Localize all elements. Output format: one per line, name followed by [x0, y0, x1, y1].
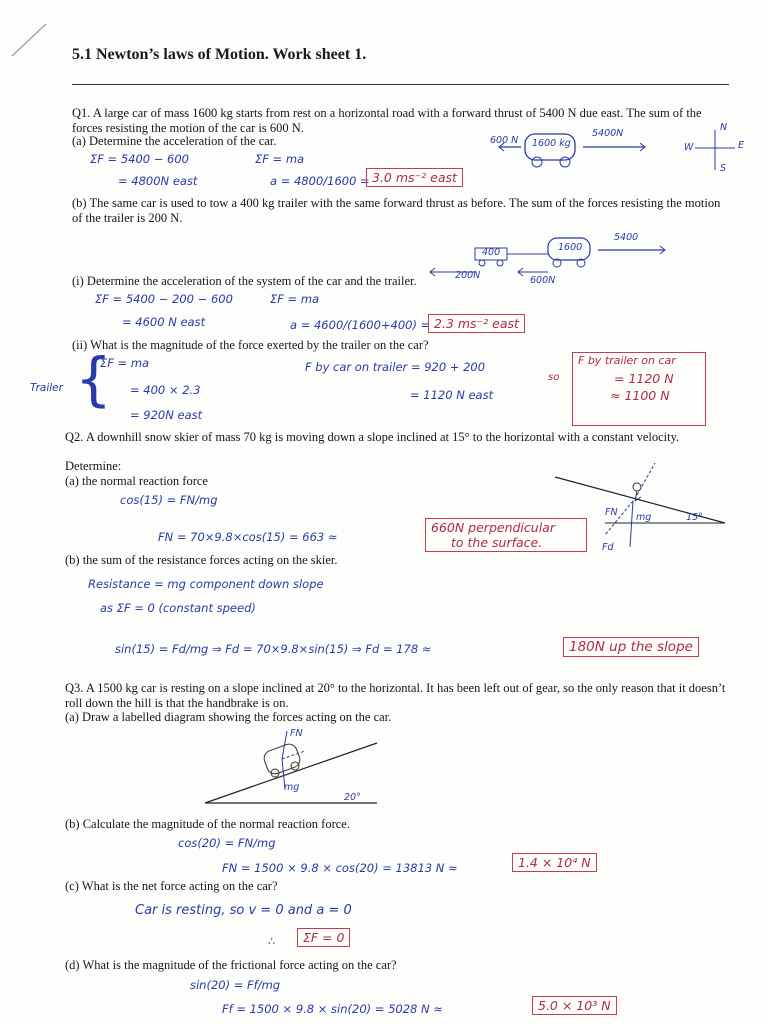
q1b-prompt: (b) The same car is used to tow a 400 kg trailer with the same forward thrust as before. The sum of the forces resisting the motion of the trailer is 200 N. — [72, 196, 721, 225]
q3b-work2: FN = 1500 × 9.8 × cos(20) = 13813 N ≈ — [222, 861, 458, 875]
compass-e: E — [738, 140, 745, 151]
q1-intro: Q1. A large car of mass 1600 kg starts from rest on a horizontal road with a forward thrust of 5400 N due east. The sum of the forces resisting the motion of the car is 600 N. — [72, 106, 702, 135]
page-title: 5.1 Newton’s laws of Motion. Work sheet 1. — [72, 46, 367, 63]
q1bii-box-line1: F by trailer on car — [578, 354, 676, 367]
q3c-prompt: (c) What is the net force acting on the car? — [65, 879, 278, 893]
q3c-therefore: ∴ — [268, 934, 276, 948]
q3d-work2: Ff = 1500 × 9.8 × sin(20) = 5028 N ≈ — [222, 1002, 443, 1016]
q1bi-answer-box: 2.3 ms⁻² east — [428, 314, 525, 333]
q1bii-mid2: = 1120 N east — [410, 388, 494, 402]
q3c-work: Car is resting, so v = 0 and a = 0 — [135, 903, 352, 918]
q2a-work1: cos(15) = FN/mg — [120, 493, 218, 507]
q3-diag-angle: 20° — [344, 792, 361, 803]
q3d-work1: sin(20) = Ff/mg — [190, 978, 281, 992]
q1-diag-car: 1600 kg — [532, 138, 571, 149]
q3d-answer-box: 5.0 × 10³ N — [532, 996, 617, 1015]
q1a-prompt: (a) Determine the acceleration of the car. — [72, 134, 277, 148]
q1-trailer-diagram — [430, 230, 690, 290]
q1b-diag-trailer: 400 — [482, 247, 501, 258]
q1a-answer-box: 3.0 ms⁻² east — [366, 168, 463, 187]
q3-diag-fn: FN — [290, 728, 303, 739]
q3-diag-mg: mg — [284, 782, 300, 793]
q1-diag-resist: 600 N — [490, 135, 519, 146]
q1bii-l2: = 400 × 2.3 — [130, 383, 201, 397]
q3c-answer-box: ΣF = 0 — [297, 928, 350, 947]
q2-intro: Q2. A downhill snow skier of mass 70 kg is moving down a slope inclined at 15° to the horizontal with a constant velocity. — [65, 430, 680, 444]
q1a-work-l2: = 4800N east — [118, 174, 198, 188]
pencil-mark — [10, 20, 50, 60]
q2-diag-angle: 15° — [686, 512, 703, 523]
q1a-work-r2: a = 4800/1600 = — [270, 174, 370, 188]
q1bii-so: so — [548, 372, 560, 383]
q1bii-box-line3: ≈ 1100 N — [610, 388, 670, 403]
q1bii-l1: ΣF = ma — [100, 356, 150, 370]
q3d-prompt: (d) What is the magnitude of the frictional force acting on the car? — [65, 958, 397, 972]
q3b-work1: cos(20) = FN/mg — [178, 836, 276, 850]
q2-diag-mg: mg — [636, 512, 652, 523]
q1b-diag-trailer-resist: 200N — [455, 270, 481, 281]
q1bi-work-r2: a = 4600/(1600+400) = — [290, 318, 431, 332]
compass-w: W — [684, 142, 694, 153]
q1bii-prompt: (ii) What is the magnitude of the force exerted by the trailer on the car? — [72, 338, 429, 352]
title-rule — [72, 84, 729, 85]
q2a-work2: FN = 70×9.8×cos(15) = 663 ≈ — [158, 530, 338, 544]
q1bi-work-l2: = 4600 N east — [122, 315, 206, 329]
compass-n: N — [720, 122, 728, 133]
q1bi-work-r1: ΣF = ma — [270, 292, 320, 306]
q1b-diag-car-resist: 600N — [530, 275, 556, 286]
q1bi-prompt: (i) Determine the acceleration of the system of the car and the trailer. — [72, 274, 417, 288]
q1bii-l3: = 920N east — [130, 408, 203, 422]
q2b-work2: as ΣF = 0 (constant speed) — [100, 601, 256, 615]
q1bi-work-l1: ΣF = 5400 − 200 − 600 — [95, 292, 233, 306]
q2a-answer-line1: 660N perpendicular — [431, 520, 555, 535]
q1bii-box-line2: = 1120 N — [614, 371, 674, 386]
q1b-diag-thrust: 5400 — [614, 232, 639, 243]
q1b-diag-car: 1600 — [558, 242, 583, 253]
q3b-answer-box: 1.4 × 10⁴ N — [512, 853, 597, 872]
q1bii-mid1: F by car on trailer = 920 + 200 — [305, 360, 486, 374]
q1bii-brace: { — [75, 345, 112, 413]
q2b-work3: sin(15) = Fd/mg ⇒ Fd = 70×9.8×sin(15) ⇒ Fd = 178 ≈ — [115, 642, 432, 656]
q2-diag-fd: Fd — [602, 542, 614, 553]
q3a-prompt: (a) Draw a labelled diagram showing the forces acting on the car. — [65, 710, 392, 724]
q2a-prompt: (a) the normal reaction force — [65, 474, 208, 488]
compass-s: S — [720, 163, 727, 174]
q3b-prompt: (b) Calculate the magnitude of the normal reaction force. — [65, 817, 350, 831]
q2b-prompt: (b) the sum of the resistance forces acting on the skier. — [65, 553, 338, 567]
q2a-answer-line2: to the surface. — [451, 535, 543, 550]
q2-diag-fn: FN — [605, 507, 618, 518]
q1a-work-r1: ΣF = ma — [255, 152, 305, 166]
q1bii-answer-box — [572, 352, 706, 426]
q1bii-trailer-label: Trailer — [30, 382, 63, 394]
q3-intro: Q3. A 1500 kg car is resting on a slope inclined at 20° to the horizontal. It has been left out of gear, so the only reason that it doesn’t roll down the hill is that the handbrake is on. — [65, 681, 726, 710]
q2b-answer-box: 180N up the slope — [563, 637, 699, 657]
q2b-work1: Resistance = mg component down slope — [88, 577, 324, 591]
q2-skier-diagram — [555, 455, 735, 555]
q2-determine: Determine: — [65, 459, 122, 473]
q1-diag-thrust: 5400N — [592, 128, 624, 139]
q1a-work-l1: ΣF = 5400 − 600 — [90, 152, 189, 166]
